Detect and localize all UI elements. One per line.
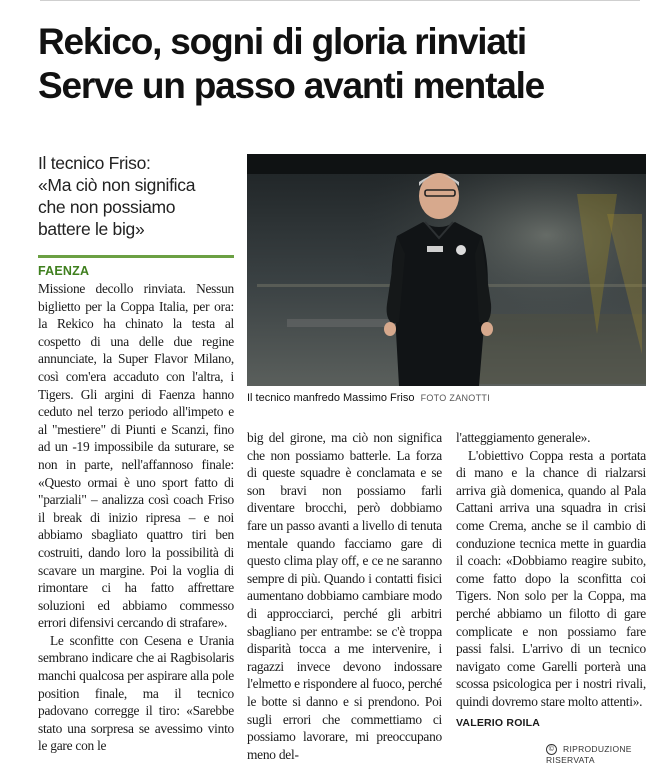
subhead-line-1: Il tecnico Friso: — [38, 153, 151, 173]
coach-photo — [247, 154, 646, 386]
subhead-line-3: che non possiamo — [38, 197, 176, 217]
paragraph: L'obiettivo Coppa resta a portata di mano e la chance di rialzarsi arriva già domenica, quando al Pala Cattani arriva una squadra in crisi come Crema, anche se il cambio di conduzione tecnica mette in guardia il coach: «Dobbiamo reagire subito, come fatto dopo la sconfitta coi Tigers. Non solo per la Coppa, ma perché abbiamo un filotto di gare complicate e non possiamo fare passi falsi. L'arrivo di un tecnico navigato come Garelli porterà una scossa psicologica per i nostri rivali, quindi dovremo stare molto attenti». — [456, 447, 646, 709]
copyright-notice — [546, 744, 652, 765]
article-column-1 — [38, 280, 234, 755]
headline — [38, 20, 648, 108]
paragraph: l'atteggiamento generale». — [456, 430, 591, 445]
caption-text: Il tecnico manfredo Massimo Friso — [247, 392, 415, 404]
top-rule — [40, 0, 640, 7]
photo-credit: FOTO ZANOTTI — [420, 393, 490, 403]
paragraph: Missione decollo rinviata. Nessun biglietto per la Coppa Italia, per ora: la Rekico ha chinato la testa al cospetto di una delle due regine annunciate, la Super Flavor Milano, così com'era accaduto con l'altra, i Tigers. Gli argini di Faenza hanno ceduto nel terzo periodo all'impeto e al "mestiere" di Piunti e Scanzi, fino ad un -19 impossibile da suturare, se non in parte, nell'affannoso finale: «Questo ormai è uno sport fatto di "parziali" – analizza così coach Friso il break di inizio ripresa – e noi abbiamo sbagliato quattro tiri ben costruiti, dando loro la possibilità di scavare un margine. Poi la voglia di rimontare ci ha fatto affrettare soluzioni ed abbiamo commesso errori difensivi cercando di strafare». — [38, 281, 234, 631]
photo-caption — [247, 392, 646, 404]
paragraph: big del girone, ma ciò non significa che non possiamo batterle. La forza di queste squadre è conclamata e se son bravi non possiamo farli diventare brocchi, però dobbiamo fare un passo avanti a livello di tenuta mentale quando facciamo gare di questo clima play off, e ce ne saranno sempre di più. Quando i contatti fisici aumentano dobbiamo cambiare modo di approcciarci, perché gli arbitri sbagliano per entrambe: se c'è troppa disparità tocca a me intervenire, i ragazzi invece devono indossare l'elmetto e rispondere al fuoco, perché le botte si danno e si prendono. Poi sugli errori che commettiamo ci possiamo lavorare, mi preoccupano meno del- — [247, 430, 442, 762]
subhead-line-4: battere le big» — [38, 219, 145, 239]
copyright-icon: © — [546, 744, 557, 755]
headline-line-1: Rekico, sogni di gloria rinviati — [38, 21, 526, 62]
rights-text: RIPRODUZIONE RISERVATA — [546, 744, 632, 765]
coach-photo-illustration — [247, 154, 646, 386]
green-divider — [38, 255, 234, 258]
headline-line-2: Serve un passo avanti mentale — [38, 65, 545, 106]
author-byline: VALERIO ROILA — [456, 716, 541, 729]
dateline-place: FAENZA — [38, 264, 90, 278]
subhead-quote — [38, 152, 234, 240]
article-column-2 — [247, 429, 442, 763]
article-column-3 — [456, 429, 646, 732]
paragraph: Le sconfitte con Cesena e Urania sembrano indicare che ai Ragbisolaris manchi qualcosa per aspirare alla pole position finale, ma il tecnico padovano corregge il tiro: «Sarebbe stato una sorpresa se avessimo vinto le gare con le — [38, 632, 234, 754]
subhead-line-2: «Ma ciò non significa — [38, 175, 196, 195]
